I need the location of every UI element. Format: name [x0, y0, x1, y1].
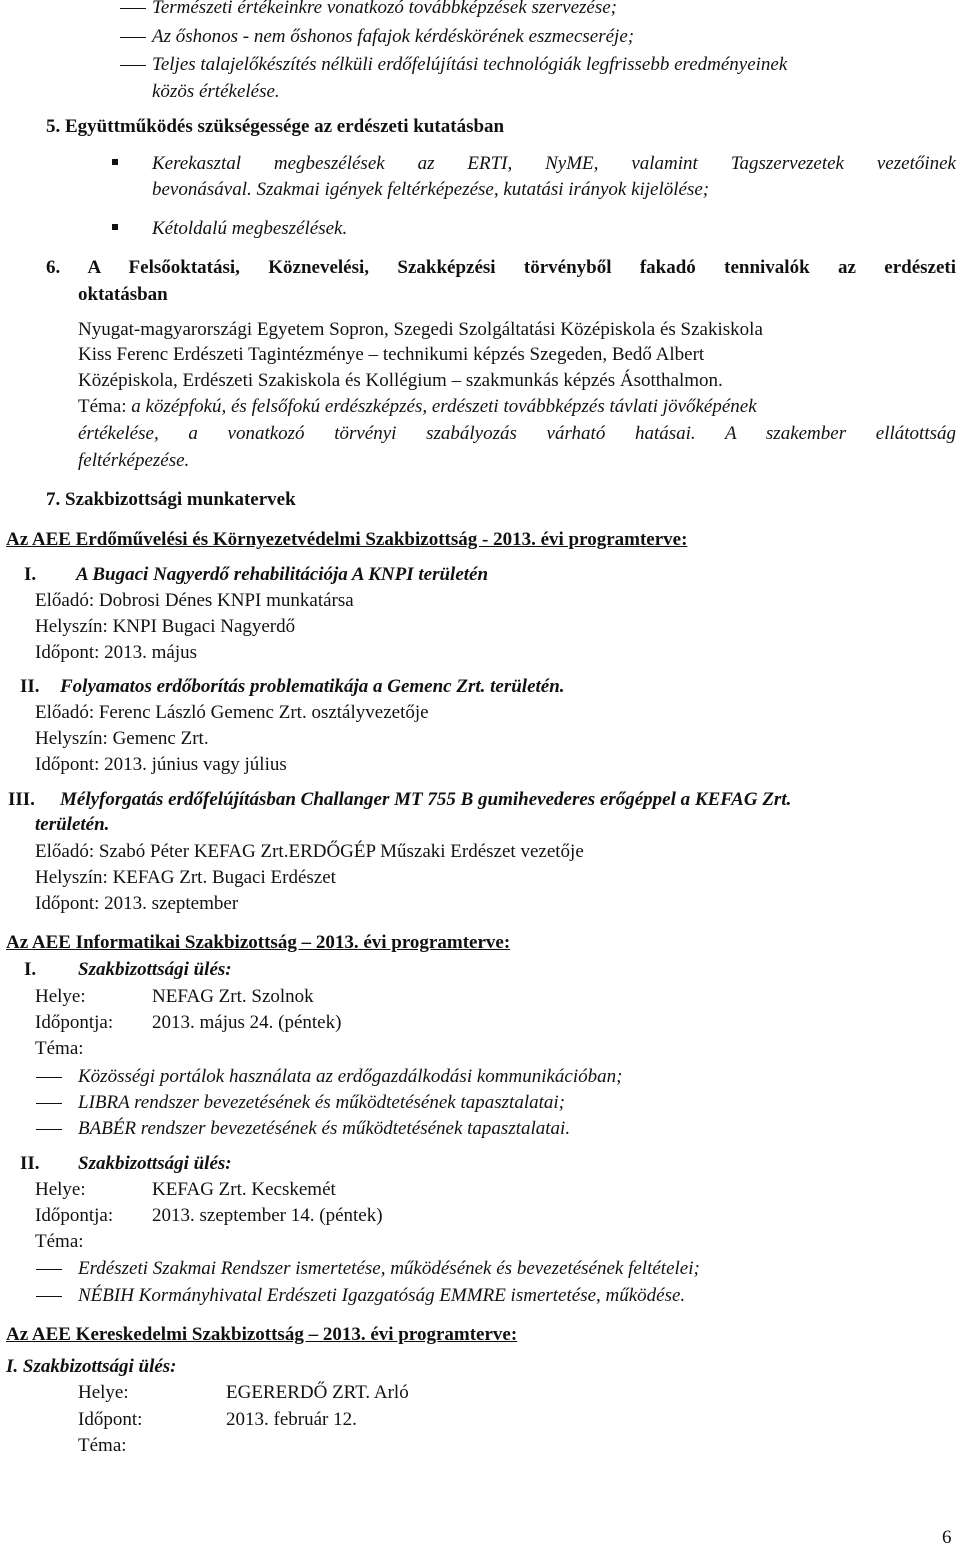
info-meeting-1-idopontja: 2013. május 24. (péntek) — [152, 1012, 342, 1033]
s6-paragraph-line-2: Kiss Ferenc Erdészeti Tagintézménye – technikumi képzés Szegeden, Bedő Albert — [78, 344, 705, 365]
ker-helye: EGERERDŐ ZRT. Arló — [226, 1382, 409, 1403]
ker-program-heading: Az AEE Kereskedelmi Szakbizottság – 2013. évi programterve: — [6, 1324, 518, 1345]
s5-bullet-2: Kétoldalú megbeszélések. — [152, 218, 348, 239]
section-6-title-line-2: oktatásban — [78, 284, 168, 305]
info-program-heading: Az AEE Informatikai Szakbizottság – 2013. évi programterve: — [6, 932, 511, 953]
erdo-item-2-number: II. — [20, 676, 40, 697]
info-meeting-2-topic-1: Erdészeti Szakmai Rendszer ismertetése, működésének és bevezetésének feltételei; — [78, 1258, 700, 1279]
erdo-item-1-number: I. — [24, 564, 37, 585]
section-7-title: 7. Szakbizottsági munkatervek — [46, 489, 296, 510]
dash-bullet — [120, 65, 146, 66]
info-meeting-2-idopontja: 2013. szeptember 14. (péntek) — [152, 1205, 383, 1226]
section-5-title: 5. Együttműködés szükségessége az erdészeti kutatásban — [46, 116, 505, 137]
info-meeting-2-helye: KEFAG Zrt. Kecskemét — [152, 1179, 336, 1200]
info-meeting-2-topic-2: NÉBIH Kormányhivatal Erdészeti Igazgatóság EMMRE ismertetése, működése. — [78, 1285, 686, 1306]
erdo-item-2-eloado: Előadó: Ferenc László Gemenc Zrt. osztályvezetője — [35, 702, 429, 723]
erdo-item-2-idopont: Időpont: 2013. június vagy július — [35, 754, 287, 775]
s6-tema-text-1: a középfokú, és felsőfokú erdészképzés, erdészeti továbbképzés távlati jövőképének — [131, 396, 757, 417]
info-meeting-2-tema-label: Téma: — [35, 1231, 84, 1252]
section-6-title-line-1: 6. A Felsőoktatási, Köznevelési, Szakképzési törvényből fakadó tennivalók az erdészeti — [46, 257, 956, 278]
info-meeting-1-idopontja-label: Időpontja: — [35, 1012, 114, 1033]
info-meeting-1-tema-label: Téma: — [35, 1038, 84, 1059]
info-meeting-1-helye-label: Helye: — [35, 986, 86, 1007]
erdo-program-heading: Az AEE Erdőművelési és Környezetvédelmi Szakbizottság - 2013. évi programterve: — [6, 529, 688, 550]
ker-idopont-label: Időpont: — [78, 1409, 143, 1430]
dash-bullet — [36, 1077, 62, 1078]
info-meeting-1-topic-1: Közösségi portálok használata az erdőgazdálkodási kommunikációban; — [78, 1066, 623, 1087]
erdo-item-3-title-line-2: területén. — [35, 814, 110, 835]
dash-bullet — [120, 37, 146, 38]
info-meeting-2-helye-label: Helye: — [35, 1179, 86, 1200]
dash-bullet — [36, 1269, 62, 1270]
erdo-item-2-title: Folyamatos erdőborítás problematikája a Gemenc Zrt. területén. — [60, 676, 565, 697]
square-bullet — [112, 224, 118, 230]
page-number: 6 — [942, 1527, 952, 1548]
info-meeting-1-helye: NEFAG Zrt. Szolnok — [152, 986, 314, 1007]
s6-tema-line-3: feltérképezése. — [78, 450, 190, 471]
info-meeting-1-number: I. — [24, 959, 37, 980]
intro-item-3-cont: közös értékelése. — [152, 81, 280, 102]
s5-bullet-1-line-1: Kerekasztal megbeszélések az ERTI, NyME, valamint Tagszervezetek vezetőinek — [152, 153, 956, 174]
erdo-item-3-eloado: Előadó: Szabó Péter KEFAG Zrt.ERDŐGÉP Műszaki Erdészet vezetője — [35, 841, 584, 862]
ker-idopont: 2013. február 12. — [226, 1409, 357, 1430]
info-meeting-2-title: Szakbizottsági ülés: — [78, 1153, 232, 1174]
erdo-item-1-helyszin: Helyszín: KNPI Bugaci Nagyerdő — [35, 616, 296, 637]
info-meeting-2-number: II. — [20, 1153, 40, 1174]
s6-paragraph-line-1: Nyugat-magyarországi Egyetem Sopron, Szegedi Szolgáltatási Középiskola és Szakiskola — [78, 319, 763, 340]
erdo-item-1-idopont: Időpont: 2013. május — [35, 642, 198, 663]
s6-tema-line-2: értékelése, a vonatkozó törvényi szabályozás várható hatásai. A szakember ellátottság — [78, 423, 956, 444]
erdo-item-3-title-line-1: Mélyforgatás erdőfelújításban Challanger MT 755 B gumihevederes erőgéppel a KEFAG Zrt. — [60, 789, 792, 810]
s5-bullet-1-line-2: bevonásával. Szakmai igények feltérképezése, kutatási irányok kijelölése; — [152, 179, 710, 200]
dash-bullet — [120, 8, 146, 9]
dash-bullet — [36, 1129, 62, 1130]
intro-item-1: Természeti értékeinkre vonatkozó továbbképzések szervezése; — [152, 0, 617, 18]
dash-bullet — [36, 1296, 62, 1297]
ker-tema-label: Téma: — [78, 1435, 127, 1456]
s6-paragraph-line-3: Középiskola, Erdészeti Szakiskola és Kollégium – szakmunkás képzés Ásotthalmon. — [78, 370, 723, 391]
ker-helye-label: Helye: — [78, 1382, 129, 1403]
intro-item-2: Az őshonos - nem őshonos fafajok kérdéskörének eszmecseréje; — [152, 26, 635, 47]
ker-meeting-1-title: I. Szakbizottsági ülés: — [6, 1356, 177, 1377]
erdo-item-1-eloado: Előadó: Dobrosi Dénes KNPI munkatársa — [35, 590, 354, 611]
erdo-item-3-number: III. — [8, 789, 35, 810]
info-meeting-1-topic-2: LIBRA rendszer bevezetésének és működtetésének tapasztalatai; — [78, 1092, 565, 1113]
s6-tema-line-1 — [78, 395, 757, 419]
info-meeting-1-topic-3: BABÉR rendszer bevezetésének és működtetésének tapasztalatai. — [78, 1118, 571, 1139]
erdo-item-1-title: A Bugaci Nagyerdő rehabilitációja A KNPI területén — [76, 564, 489, 585]
s6-tema-label: Téma: — [78, 396, 127, 417]
square-bullet — [112, 159, 118, 165]
info-meeting-2-idopontja-label: Időpontja: — [35, 1205, 114, 1226]
dash-bullet — [36, 1103, 62, 1104]
info-meeting-1-title: Szakbizottsági ülés: — [78, 959, 232, 980]
erdo-item-3-idopont: Időpont: 2013. szeptember — [35, 893, 239, 914]
erdo-item-2-helyszin: Helyszín: Gemenc Zrt. — [35, 728, 209, 749]
erdo-item-3-helyszin: Helyszín: KEFAG Zrt. Bugaci Erdészet — [35, 867, 336, 888]
intro-item-3: Teljes talajelőkészítés nélküli erdőfelújítási technológiák legfrissebb eredményeinek — [152, 54, 788, 75]
